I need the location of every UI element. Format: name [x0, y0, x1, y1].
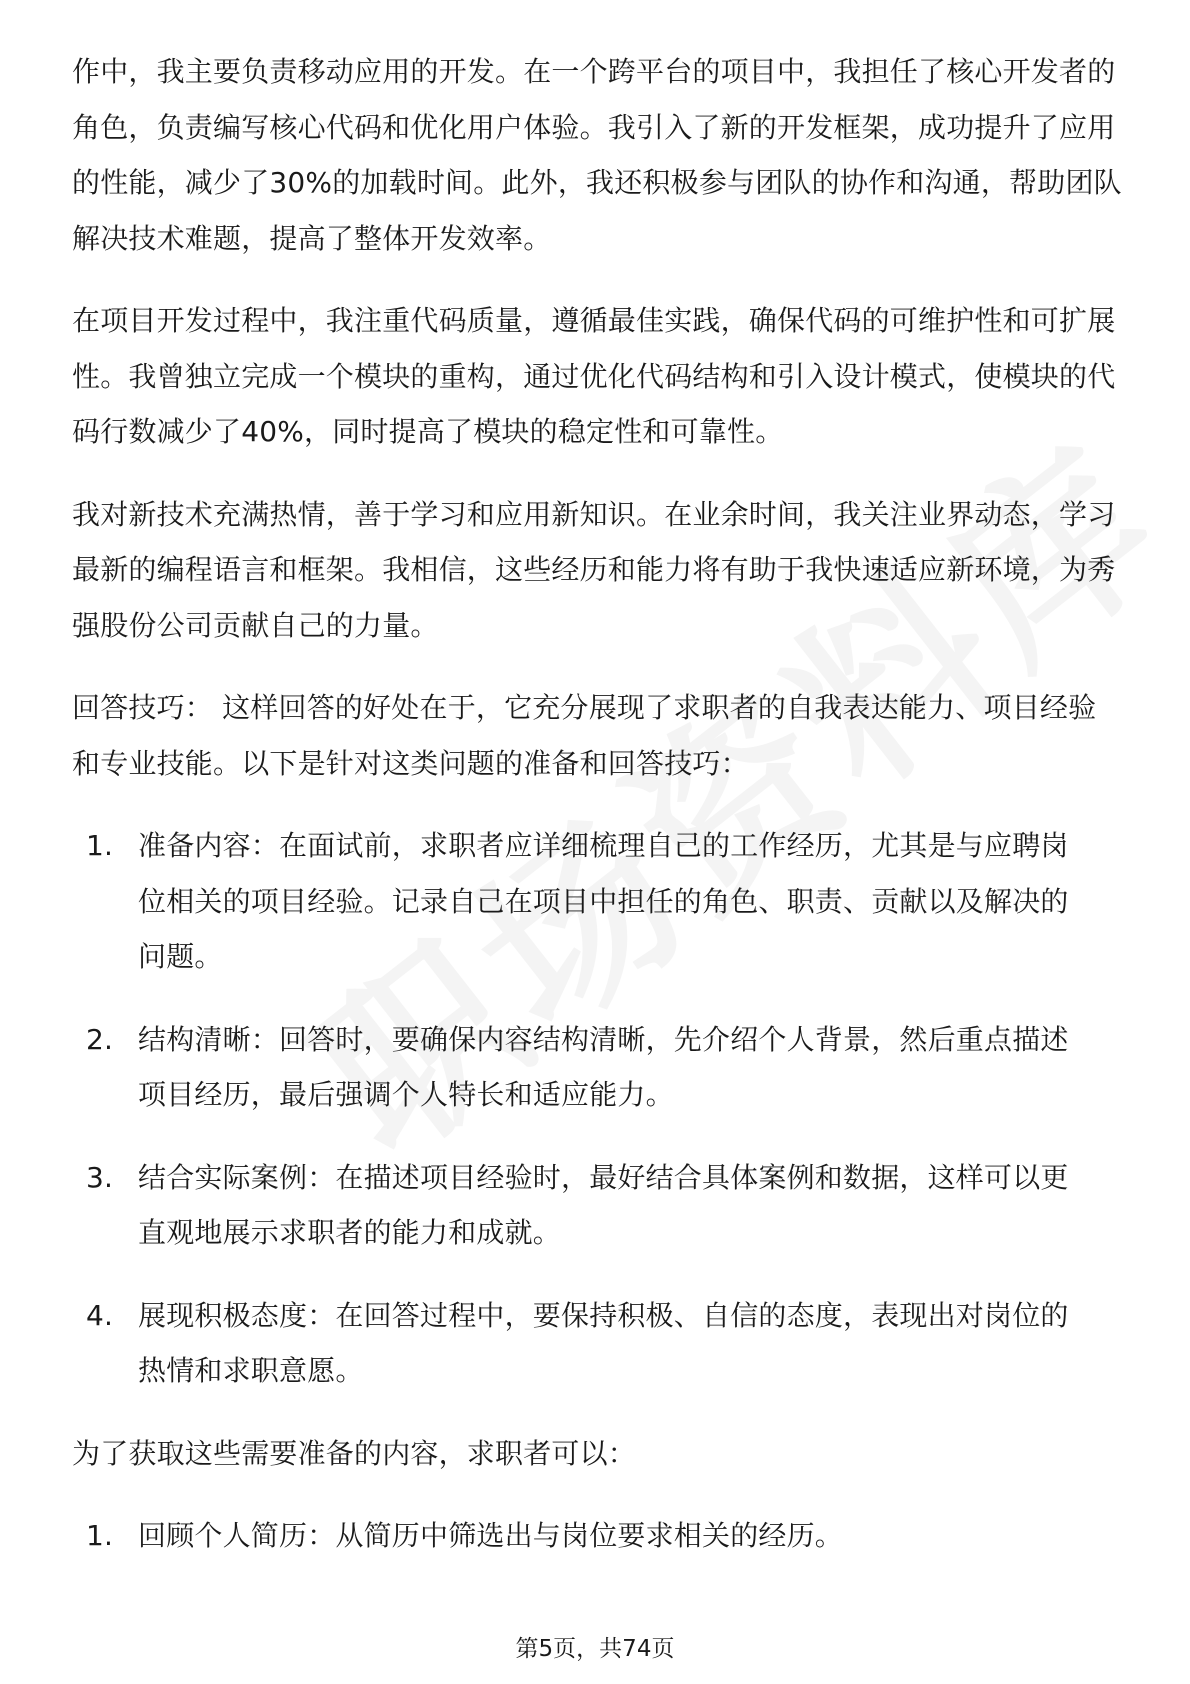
paragraph-code-quality: 在项目开发过程中，我注重代码质量，遵循最佳实践，确保代码的可维护性和可扩展性。我曾独立完成一个模块的重构，通过优化代码结构和引入设计模式，使模块的代码行数减少了40%，同时提高了模块的稳定性和可靠性。 [72, 304, 1116, 448]
methods-list [72, 1508, 1122, 1564]
list-item-number: 1. [86, 1519, 114, 1552]
list-item [72, 1508, 1122, 1564]
list-item-text: 展现积极态度：在回答过程中，要保持积极、自信的态度，表现出对岗位的热情和求职意愿。 [138, 1298, 1069, 1387]
list-item-number: 1. [86, 829, 114, 862]
list-item [72, 1012, 1122, 1123]
paragraph-answer-tips: 回答技巧： 这样回答的好处在于，它充分展现了求职者的自我表达能力、项目经验和专业技能。以下是针对这类问题的准备和回答技巧： [72, 691, 1097, 780]
paragraph-experience: 作中，我主要负责移动应用的开发。在一个跨平台的项目中，我担任了核心开发者的角色，负责编写核心代码和优化用户体验。我引入了新的开发框架，成功提升了应用的性能，减少了30%的加载时间。此外，我还积极参与团队的协作和沟通，帮助团队解决技术难题，提高了整体开发效率。 [72, 55, 1122, 255]
paragraph-methods-intro: 为了获取这些需要准备的内容，求职者可以： [72, 1436, 637, 1470]
tips-list [72, 818, 1122, 1399]
list-item-text: 结构清晰：回答时，要确保内容结构清晰，先介绍个人背景，然后重点描述项目经历，最后强调个人特长和适应能力。 [138, 1022, 1069, 1111]
list-item-number: 2. [86, 1022, 114, 1056]
list-item [72, 1150, 1122, 1261]
list-item [72, 1288, 1122, 1399]
page-number-footer: 第5页，共74页 [515, 1636, 675, 1662]
list-item-number: 4. [86, 1298, 114, 1332]
list-item-text: 准备内容：在面试前，求职者应详细梳理自己的工作经历，尤其是与应聘岗位相关的项目经验。记录自己在项目中担任的角色、职责、贡献以及解决的问题。 [138, 829, 1069, 973]
paragraph-learning: 我对新技术充满热情，善于学习和应用新知识。在业余时间，我关注业界动态，学习最新的编程语言和框架。我相信，这些经历和能力将有助于我快速适应新环境，为秀强股份公司贡献自己的力量。 [72, 497, 1116, 642]
list-item-text: 结合实际案例：在描述项目经验时，最好结合具体案例和数据，这样可以更直观地展示求职者的能力和成就。 [138, 1160, 1069, 1249]
list-item [72, 818, 1122, 985]
list-item-number: 3. [86, 1160, 114, 1194]
list-item-text: 回顾个人简历：从简历中筛选出与岗位要求相关的经历。 [138, 1519, 844, 1552]
document-body [72, 44, 1122, 1591]
